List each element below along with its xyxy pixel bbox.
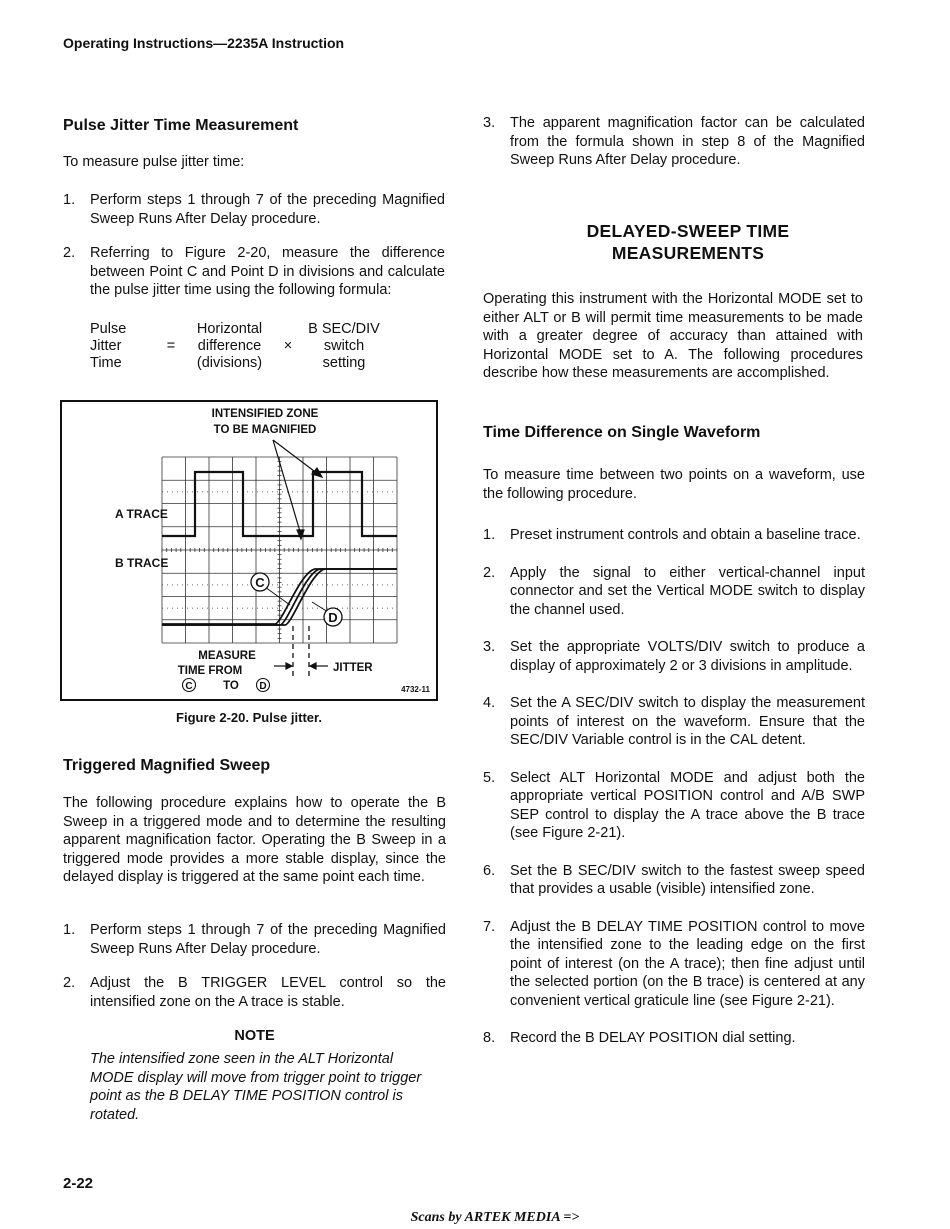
section-title-line: MEASUREMENTS bbox=[611, 243, 765, 263]
list-item bbox=[63, 921, 446, 958]
figure-pulse-jitter bbox=[60, 400, 438, 702]
section-title bbox=[483, 220, 893, 264]
item-number: 2. bbox=[483, 564, 496, 581]
jitter-label: JITTER bbox=[333, 662, 373, 674]
figure-label: TO bbox=[223, 680, 239, 692]
item-text: Set the A SEC/DIV switch to display the measurement points of interest on the waveform. Ensure that the SEC/DIV Variable control is in the CAL detent. bbox=[510, 695, 865, 748]
figure-code: 4732-11 bbox=[401, 685, 430, 694]
note-heading: NOTE bbox=[234, 1028, 275, 1044]
item-number: 3. bbox=[483, 639, 496, 655]
formula-text: Jitter bbox=[90, 338, 122, 354]
figure-label: TO BE MAGNIFIED bbox=[213, 424, 317, 436]
item-number: 7. bbox=[483, 918, 496, 935]
point-d-marker bbox=[312, 602, 342, 626]
list-item bbox=[483, 918, 865, 1011]
jitter-arrows bbox=[274, 663, 328, 669]
item-text: The apparent magnification factor can be calculated from the formula shown in step 8 of the Magnified Sweep Runs After Delay procedure. bbox=[510, 115, 865, 168]
note-text: The intensified zone seen in the ALT Horizontal MODE display will move from trigger point to trigger point as the B DELAY TIME POSITION control is rotated. bbox=[90, 1051, 422, 1123]
item-number: 1. bbox=[63, 922, 76, 938]
page-number: 2-22 bbox=[63, 1175, 94, 1192]
section-heading-pulse-jitter: Pulse Jitter Time Measurement bbox=[63, 117, 299, 134]
list-item bbox=[483, 769, 865, 843]
formula-equals: = bbox=[166, 338, 176, 354]
formula-text: Pulse bbox=[90, 321, 127, 337]
figure-label: D bbox=[259, 681, 267, 692]
section-heading-time-difference: Time Difference on Single Waveform bbox=[483, 424, 761, 441]
formula-text: B SEC/DIV bbox=[308, 321, 380, 337]
item-number: 1. bbox=[483, 527, 496, 543]
list-item bbox=[483, 564, 865, 620]
item-number: 3. bbox=[483, 115, 496, 131]
triggered-steps bbox=[63, 921, 446, 1011]
formula-text: difference bbox=[197, 338, 262, 354]
paragraph: To measure pulse jitter time: bbox=[63, 154, 245, 170]
a-trace-label: A TRACE bbox=[115, 507, 168, 521]
running-header: Operating Instructions—2235A Instruction bbox=[63, 35, 345, 51]
jitter-formula bbox=[90, 321, 389, 372]
formula-text: setting bbox=[322, 355, 366, 371]
item-text: Preset instrument controls and obtain a baseline trace. bbox=[510, 527, 861, 543]
section-title-line: DELAYED-SWEEP TIME bbox=[586, 221, 790, 241]
figure-label: C bbox=[185, 681, 193, 692]
list-item bbox=[63, 244, 445, 300]
list-item bbox=[483, 638, 865, 675]
item-number: 8. bbox=[483, 1030, 496, 1046]
item-text: Set the appropriate VOLTS/DIV switch to produce a display of approximately 2 or 3 divisions in amplitude. bbox=[510, 639, 865, 674]
list-item bbox=[63, 974, 446, 1011]
item-text: Adjust the B TRIGGER LEVEL control so the intensified zone on the A trace is stable. bbox=[90, 975, 446, 1010]
item-text: Record the B DELAY POSITION dial setting. bbox=[510, 1030, 796, 1046]
item-text: Set the B SEC/DIV switch to the fastest sweep speed that provides a usable (visible) intensified zone. bbox=[510, 862, 865, 897]
item-number: 1. bbox=[63, 192, 76, 208]
formula-text: switch bbox=[323, 338, 365, 354]
time-difference-steps bbox=[483, 526, 865, 1048]
item-text: Select ALT Horizontal MODE and adjust both the appropriate vertical POSITION control and A/B SWP SEP control to display the A trace above the B trace (see Figure 2-21). bbox=[510, 769, 865, 841]
formula-text: Horizontal bbox=[196, 321, 263, 337]
paragraph: To measure time between two points on a waveform, use the following procedure. bbox=[483, 467, 865, 502]
point-c-marker bbox=[251, 573, 290, 605]
jitter-dashed-lines bbox=[293, 626, 309, 676]
formula-times: × bbox=[283, 338, 293, 354]
item-text: Perform steps 1 through 7 of the preceding Magnified Sweep Runs After Delay procedure. bbox=[90, 922, 446, 957]
list-item bbox=[483, 526, 865, 545]
paragraph: Operating this instrument with the Horizontal MODE set to either ALT or B will permit time measurements to be made with a greater degree of accuracy than attained with Horizontal MODE set to A. The following procedures describe how these measurements are accomplished. bbox=[483, 291, 863, 381]
list-item bbox=[483, 1029, 865, 1048]
list-item bbox=[483, 114, 865, 170]
figure-label: TIME FROM bbox=[177, 665, 243, 677]
item-number: 2. bbox=[63, 975, 76, 991]
item-text: Perform steps 1 through 7 of the preceding Magnified Sweep Runs After Delay procedure. bbox=[90, 192, 445, 227]
b-trace-label: B TRACE bbox=[115, 556, 169, 570]
item-number: 2. bbox=[63, 245, 76, 261]
point-c-label: C bbox=[255, 575, 265, 590]
list-item bbox=[483, 862, 865, 899]
item-number: 5. bbox=[483, 769, 496, 786]
formula-text: Time bbox=[90, 355, 122, 371]
item-text: Referring to Figure 2-20, measure the difference between Point C and Point D in divisions and calculate the pulse jitter time using the following formula: bbox=[90, 245, 445, 298]
list-item bbox=[483, 694, 865, 750]
section-heading-triggered: Triggered Magnified Sweep bbox=[63, 757, 271, 774]
item-number: 6. bbox=[483, 862, 496, 879]
point-d-label: D bbox=[328, 610, 338, 625]
figure-label: INTENSIFIED ZONE bbox=[211, 408, 319, 420]
pulse-steps bbox=[63, 191, 445, 300]
item-number: 4. bbox=[483, 695, 496, 711]
figure-caption: Figure 2-20. Pulse jitter. bbox=[176, 710, 322, 725]
list-item bbox=[63, 191, 445, 228]
item-text: Apply the signal to either vertical-channel input connector and set the Vertical MODE switch to display the channel used. bbox=[510, 564, 865, 618]
scan-credit: Scans by ARTEK MEDIA => bbox=[410, 1210, 580, 1225]
figure-label: MEASURE bbox=[198, 650, 256, 662]
paragraph: The following procedure explains how to operate the B Sweep in a triggered mode and to determine the resulting apparent magnification factor. Operating the B Sweep in a triggered mode provides a more stable display, since the delayed display is triggered at the same point each time. bbox=[63, 795, 446, 885]
item-text: Adjust the B DELAY TIME POSITION control to move the intensified zone to the leading edge on the first point of interest (on the A trace); then fine adjust until the selected portion (on the B trace) is centered at any convenient vertical graticule line (see Figure 2-21). bbox=[510, 918, 865, 1009]
formula-text: (divisions) bbox=[196, 355, 263, 371]
